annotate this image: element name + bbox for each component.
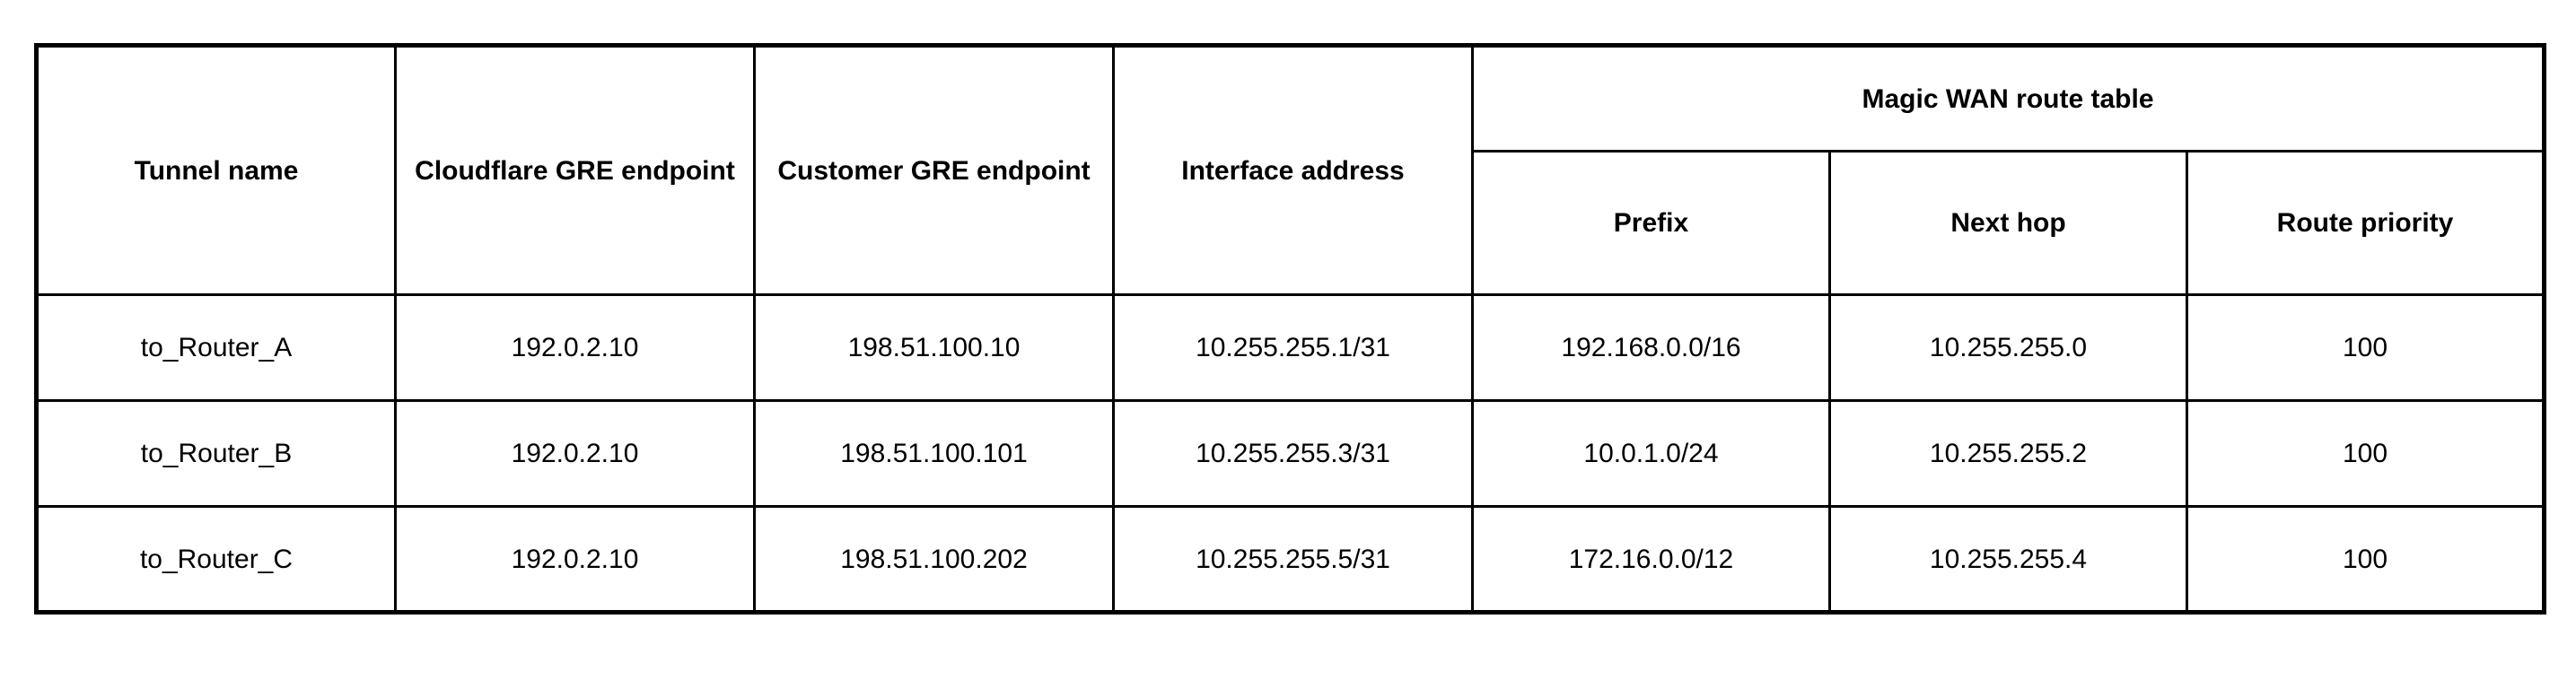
column-header-route-priority: Route priority [2187,152,2545,295]
table-header-row-top [37,46,2545,152]
cell-route-priority: 100 [2187,507,2545,613]
cell-cloudflare-gre-endpoint: 192.0.2.10 [396,507,755,613]
cell-interface-address: 10.255.255.5/31 [1114,507,1473,613]
cell-cloudflare-gre-endpoint: 192.0.2.10 [396,295,755,401]
cell-cloudflare-gre-endpoint: 192.0.2.10 [396,401,755,507]
table-body [37,295,2545,613]
column-header-customer-gre-endpoint: Customer GRE endpoint [755,46,1114,295]
cell-customer-gre-endpoint: 198.51.100.101 [755,401,1114,507]
cell-next-hop: 10.255.255.4 [1830,507,2187,613]
table-row [37,507,2545,613]
cell-customer-gre-endpoint: 198.51.100.202 [755,507,1114,613]
table-row [37,295,2545,401]
cell-customer-gre-endpoint: 198.51.100.10 [755,295,1114,401]
cell-next-hop: 10.255.255.0 [1830,295,2187,401]
cell-tunnel-name: to_Router_C [37,507,396,613]
cell-next-hop: 10.255.255.2 [1830,401,2187,507]
column-header-prefix: Prefix [1473,152,1830,295]
cell-tunnel-name: to_Router_A [37,295,396,401]
column-header-next-hop: Next hop [1830,152,2187,295]
table-head [37,46,2545,295]
cell-route-priority: 100 [2187,295,2545,401]
cell-prefix: 192.168.0.0/16 [1473,295,1830,401]
cell-route-priority: 100 [2187,401,2545,507]
cell-tunnel-name: to_Router_B [37,401,396,507]
magic-wan-tunnel-route-table [34,43,2546,615]
column-header-cloudflare-gre-endpoint: Cloudflare GRE endpoint [396,46,755,295]
column-header-tunnel-name: Tunnel name [37,46,396,295]
table-row [37,401,2545,507]
cell-interface-address: 10.255.255.3/31 [1114,401,1473,507]
cell-prefix: 172.16.0.0/12 [1473,507,1830,613]
column-header-interface-address: Interface address [1114,46,1473,295]
cell-prefix: 10.0.1.0/24 [1473,401,1830,507]
column-group-header-magic-wan-route-table: Magic WAN route table [1473,46,2545,152]
cell-interface-address: 10.255.255.1/31 [1114,295,1473,401]
